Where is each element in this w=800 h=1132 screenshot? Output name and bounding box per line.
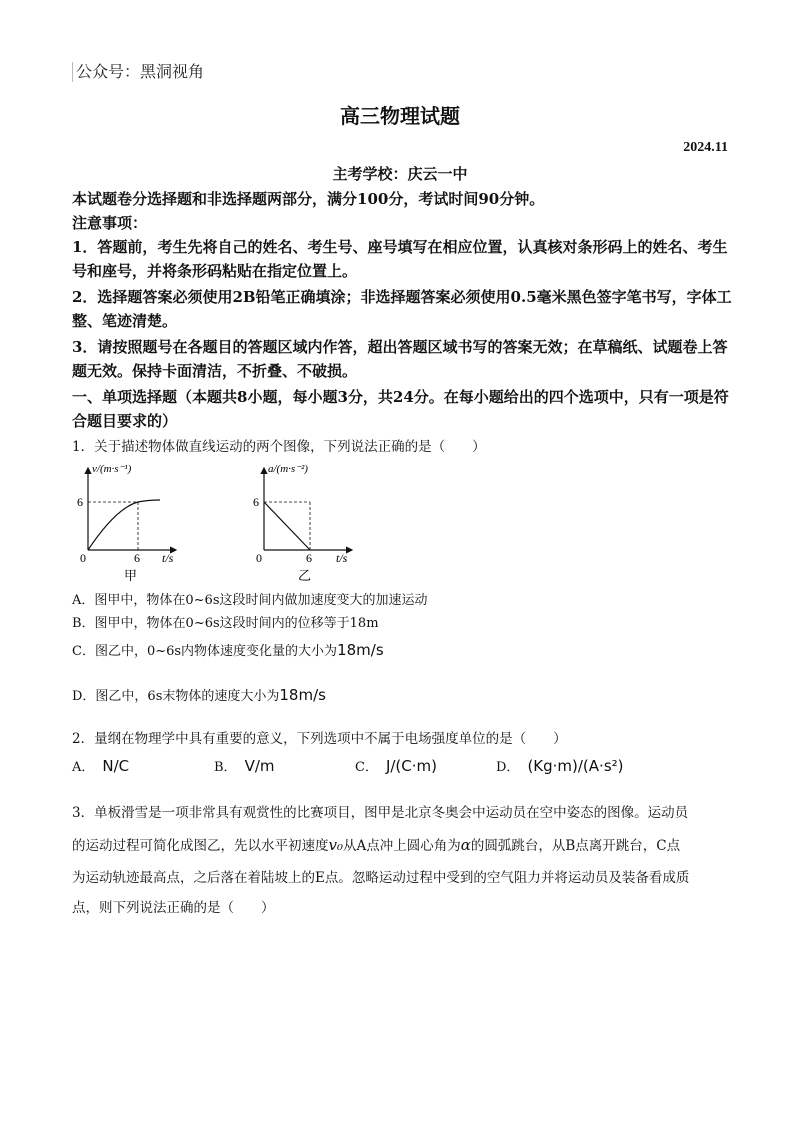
- section-heading: 一、单项选择题（本题共8小题，每小题3分，共24分。在每小题给出的四个选项中，只有一项是符合题目要求的）: [72, 388, 729, 430]
- q2-option-d[interactable]: [496, 756, 624, 775]
- q2-option-a[interactable]: [72, 756, 129, 775]
- yi-origin: 0: [256, 551, 262, 565]
- jia-caption: 甲: [124, 568, 138, 583]
- q2-option-d-label: D．: [496, 760, 520, 775]
- q2-stem: 2．量纲在物理学中具有重要的意义，下列选项中不属于电场强度单位的是（ ）: [72, 731, 567, 747]
- q1-stem: 1．关于描述物体做直线运动的两个图像，下列说法正确的是（ ）: [72, 439, 486, 455]
- intro-text: 本试题卷分选择题和非选择题两部分，满分100分，考试时间90分钟。: [72, 190, 545, 208]
- q3-line-2a: 的运动过程可简化成图乙，先以水平初速度: [72, 838, 329, 854]
- q2-option-b-label: B．: [214, 760, 237, 775]
- watermark: 公众号：黑洞视角: [72, 62, 204, 82]
- notice-heading: 注意事项：: [72, 214, 148, 232]
- q2-option-a-label: A．: [72, 760, 95, 775]
- notice-item-3: 3．请按照题号在各题目的答题区域内作答，超出答题区域书写的答案无效；在草稿纸、试题卷上答题无效。保持卡面清洁，不折叠、不破损。: [72, 338, 728, 380]
- q1-option-c-formula: 18m/s: [337, 641, 384, 659]
- q3-line-4: 点，则下列说法正确的是（ ）: [72, 900, 275, 916]
- q2-option-a-value: N/C: [102, 757, 130, 775]
- q1-option-d[interactable]: [72, 685, 326, 707]
- q3-line-3: 为运动轨迹最高点，之后落在着陆坡上的E点。忽略运动过程中受到的空气阻力并将运动员及装备看成质: [72, 870, 690, 886]
- q1-option-a[interactable]: [72, 591, 428, 611]
- graph-jia: [76, 458, 216, 588]
- q1-option-a-text: A．图甲中，物体在0~6s这段时间内做加速度变大的加速运动: [72, 593, 428, 608]
- q3-v0: v₀: [328, 836, 343, 854]
- q1-option-d-formula: 18m/s: [279, 686, 326, 704]
- q1-option-c-text: C．图乙中，0~6s内物体速度变化量的大小为: [72, 644, 338, 659]
- q3-line-2: [72, 835, 737, 856]
- page-title: 高三物理试题: [340, 104, 460, 128]
- notice-item-1: 1．答题前，考生先将自己的姓名、考生号、座号填写在相应位置，认真核对条形码上的姓名、考生号和座号，并将条形码粘贴在指定位置上。: [72, 238, 728, 280]
- yi-caption: 乙: [298, 568, 312, 583]
- q2-option-d-value: (Kg·m)/(A·s²): [527, 757, 624, 775]
- yi-x6: 6: [306, 551, 312, 565]
- notice-item-2: 2．选择题答案必须使用2B铅笔正确填涂；非选择题答案必须使用0.5毫米黑色签字笔书写，字体工整、笔迹清楚。: [72, 288, 732, 330]
- q2-option-c-label: C．: [355, 760, 378, 775]
- yi-line: [264, 502, 310, 550]
- q3-line-2c: 的圆弧跳台，从B点离开跳台，C点: [470, 838, 681, 854]
- graph-yi: [252, 458, 392, 588]
- q2-option-c-value: J/(C·m): [385, 757, 437, 775]
- yi-ylabel: a/(m·s⁻²): [268, 463, 308, 475]
- yi-y6: 6: [253, 495, 259, 509]
- q1-option-b-text: B．图甲中，物体在0~6s这段时间内的位移等于18m: [72, 616, 379, 631]
- q3-line-1: 3．单板滑雪是一项非常具有观赏性的比赛项目，图甲是北京冬奥会中运动员在空中姿态的图像。运动员: [72, 805, 689, 821]
- q1-option-c[interactable]: [72, 640, 384, 662]
- q3-line-2b: 从A点冲上圆心角为: [343, 838, 461, 854]
- q3-alpha: α: [460, 836, 471, 854]
- q1-option-b[interactable]: [72, 614, 379, 634]
- jia-y6: 6: [77, 495, 83, 509]
- q1-option-d-text: D．图乙中，6s末物体的速度大小为: [72, 689, 280, 704]
- jia-xlabel: t/s: [162, 551, 174, 565]
- exam-date: 2024.11: [683, 140, 728, 155]
- host-school: 主考学校：庆云一中: [332, 165, 468, 183]
- jia-x6: 6: [134, 551, 140, 565]
- yi-xlabel: t/s: [336, 551, 348, 565]
- jia-origin: 0: [80, 551, 86, 565]
- q2-option-b[interactable]: [214, 756, 275, 775]
- jia-curve: [88, 500, 160, 550]
- q2-option-c[interactable]: [355, 756, 437, 775]
- jia-ylabel: v/(m·s⁻¹): [92, 463, 132, 475]
- q2-option-b-value: V/m: [244, 757, 275, 775]
